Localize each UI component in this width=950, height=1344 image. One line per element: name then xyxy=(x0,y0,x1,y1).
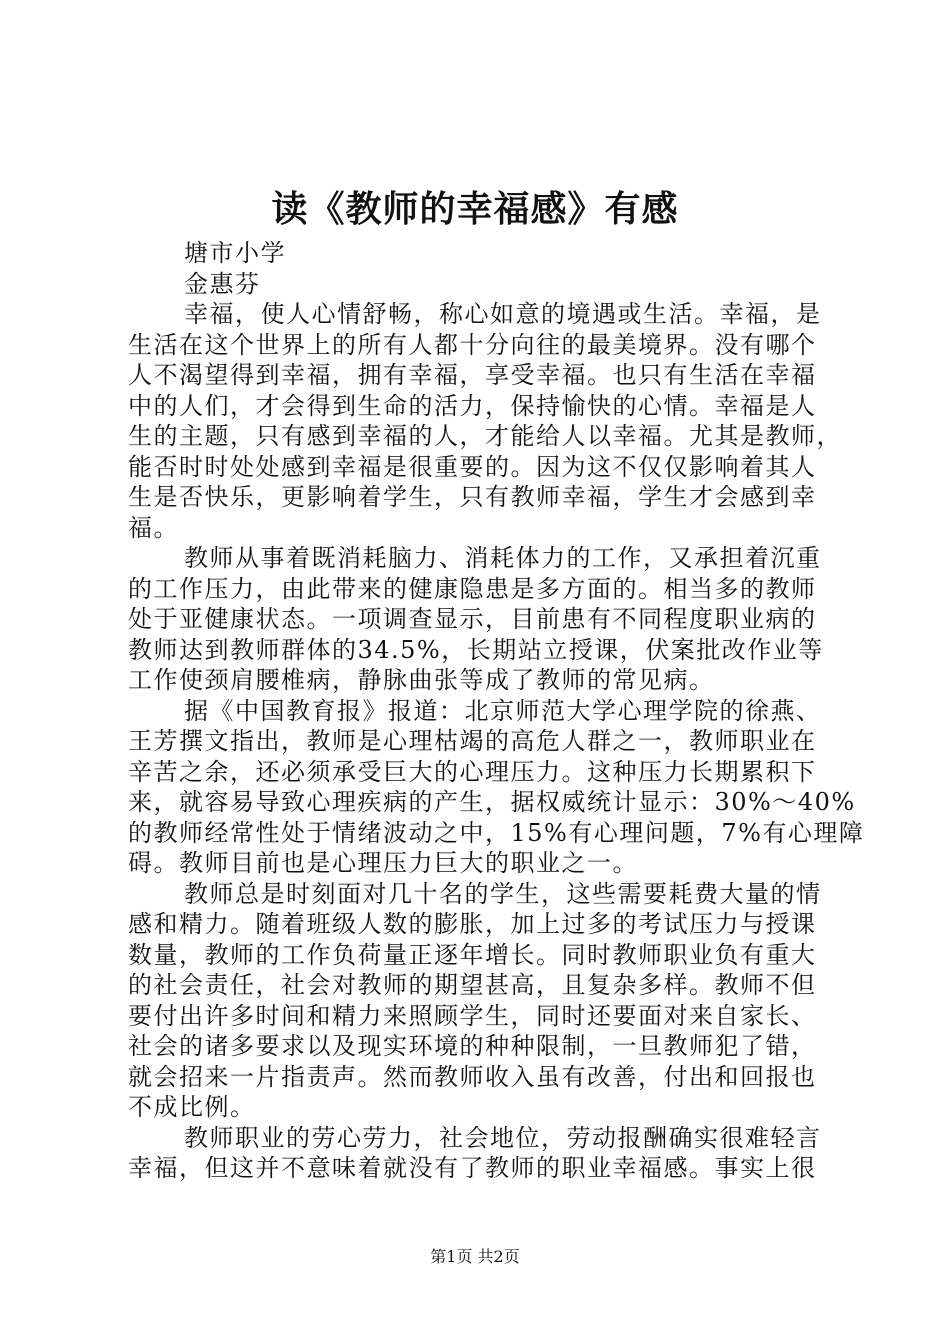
school-name: 塘市小学 xyxy=(184,239,286,267)
paragraph-line: 要付出许多时间和精力来照顾学生，同时还要面对来自家长、 xyxy=(128,1001,817,1030)
paragraph-line: 的工作压力，由此带来的健康隐患是多方面的。相当多的教师 xyxy=(128,574,817,603)
paragraph-line: 来，就容易导致心理疾病的产生，据权威统计显示：30%～40% xyxy=(128,788,856,816)
paragraph-line: 不成比例。 xyxy=(128,1093,256,1121)
paragraph-line: 教师达到教师群体的34.5%，长期站立授课，伏案批改作业等 xyxy=(128,635,824,664)
paragraph-line: 中的人们，才会得到生命的活力，保持愉快的心情。幸福是人 xyxy=(128,391,817,420)
paragraph-line: 教师职业的劳心劳力，社会地位，劳动报酬确实很难轻言 xyxy=(184,1123,822,1152)
paragraph-line: 感和精力。随着班级人数的膨胀，加上过多的考试压力与授课 xyxy=(128,910,817,938)
paragraph-line: 教师总是时刻面对几十名的学生，这些需要耗费大量的情 xyxy=(184,879,822,908)
paragraph-line: 据《中国教育报》报道：北京师范大学心理学院的徐燕、 xyxy=(184,696,822,725)
paragraph-line: 人不渴望得到幸福，拥有幸福，享受幸福。也只有生活在幸福 xyxy=(128,361,817,389)
paragraph-line: 生活在这个世界上的所有人都十分向往的最美境界。没有哪个 xyxy=(128,330,817,359)
paragraph-line: 福。 xyxy=(128,513,179,542)
paragraph-line: 就会招来一片指责声。然而教师收入虽有改善，付出和回报也 xyxy=(128,1062,817,1091)
paragraph-line: 能否时时处处感到幸福是很重要的。因为这不仅仅影响着其人 xyxy=(128,452,817,481)
page-footer: 第1页 共2页 xyxy=(430,1247,520,1266)
paragraph-line: 处于亚健康状态。一项调查显示，目前患有不同程度职业病的 xyxy=(128,605,817,633)
paragraph-line: 生是否快乐，更影响着学生，只有教师幸福，学生才会感到幸 xyxy=(128,483,817,511)
document-title: 读《教师的幸福感》有感 xyxy=(271,188,679,230)
paragraph-line: 社会的诸多要求以及现实环境的种种限制，一旦教师犯了错， xyxy=(128,1032,817,1060)
paragraph-line: 王芳撰文指出，教师是心理枯竭的高危人群之一，教师职业在 xyxy=(128,727,817,755)
document-body xyxy=(128,238,865,1184)
paragraph-line: 工作使颈肩腰椎病，静脉曲张等成了教师的常见病。 xyxy=(128,666,715,694)
author-name: 金惠芬 xyxy=(184,269,261,298)
paragraph-line: 数量，教师的工作负荷量正逐年增长。同时教师职业负有重大 xyxy=(128,940,817,969)
paragraph-line: 生的主题，只有感到幸福的人，才能给人以幸福。尤其是教师， xyxy=(128,422,842,450)
paragraph-line: 幸福，但这并不意味着就没有了教师的职业幸福感。事实上很 xyxy=(128,1154,817,1182)
paragraph-line: 幸福，使人心情舒畅，称心如意的境遇或生活。幸福，是 xyxy=(184,300,822,328)
paragraph-line: 的教师经常性处于情绪波动之中，15%有心理问题，7%有心理障 xyxy=(128,818,865,847)
paragraph-line: 的社会责任，社会对教师的期望甚高，且复杂多样。教师不但 xyxy=(128,971,817,999)
paragraph-line: 碍。教师目前也是心理压力巨大的职业之一。 xyxy=(128,849,638,877)
paragraph-line: 教师从事着既消耗脑力、消耗体力的工作，又承担着沉重 xyxy=(184,544,822,572)
paragraph-line: 辛苦之余，还必须承受巨大的心理压力。这种压力长期累积下 xyxy=(128,757,817,786)
